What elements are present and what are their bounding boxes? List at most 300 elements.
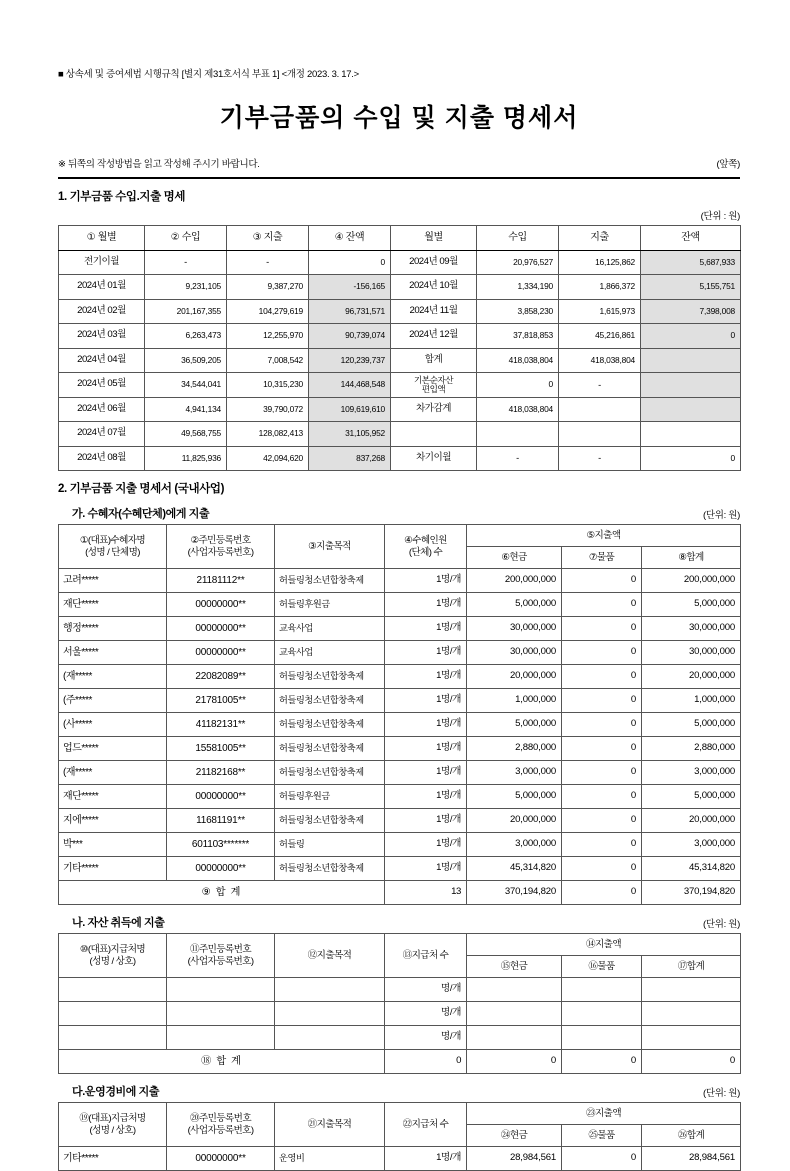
cell-goods: 0 [562, 737, 642, 761]
cell-purpose: 허들링청소년합창축제 [275, 689, 385, 713]
cell-count: 1명/개 [385, 761, 467, 785]
row-expense-right: 1,615,973 [559, 299, 641, 324]
table-row [59, 422, 741, 447]
cell-total: 20,000,000 [642, 665, 741, 689]
row-balance-right: 0 [641, 446, 741, 471]
cell-purpose [275, 978, 385, 1002]
cell-total: 3,000,000 [642, 761, 741, 785]
cell-cash: 5,000,000 [467, 785, 562, 809]
row-income-left: 36,509,205 [145, 348, 227, 373]
section2-na-unit: (단위: 원) [702, 919, 740, 930]
cell-count: 1명/개 [385, 641, 467, 665]
table-row [59, 857, 741, 881]
row-balance-right [641, 348, 741, 373]
section2-ga-head [58, 505, 740, 521]
page-side-label: (앞쪽) [716, 159, 740, 170]
cell-count: 1명/개 [385, 569, 467, 593]
col-goods: ⑦물품 [562, 547, 642, 569]
row-expense-left: 7,008,542 [227, 348, 309, 373]
col-expense-right: 지출 [559, 226, 641, 251]
section2-na-head [58, 914, 740, 930]
cell-cash: 20,000,000 [467, 809, 562, 833]
cell-name: 서울***** [59, 641, 167, 665]
row-income-right: 418,038,804 [477, 397, 559, 422]
cell-cash: 2,880,000 [467, 737, 562, 761]
cell-rrn: 22082089** [167, 665, 275, 689]
cell-cash [467, 1026, 562, 1050]
row-balance-right [641, 397, 741, 422]
table-row [59, 713, 741, 737]
cell-name: 재단***** [59, 785, 167, 809]
cell-total: 28,984,561 [642, 1147, 741, 1171]
row-expense-right: - [559, 373, 641, 398]
section2-na-title: 나. 자산 취득에 지출 [72, 917, 165, 929]
row-month-left: 2024년 01월 [59, 275, 145, 300]
table-row [59, 785, 741, 809]
table-row [59, 569, 741, 593]
cell-name: 업드***** [59, 737, 167, 761]
col-count [385, 525, 467, 569]
section2-da-unit: (단위: 원) [702, 1088, 740, 1099]
cell-goods: 0 [562, 785, 642, 809]
row-balance-right [641, 373, 741, 398]
row-balance-left: 120,239,737 [309, 348, 391, 373]
cell-purpose [275, 1026, 385, 1050]
cell-name: 기타***** [59, 857, 167, 881]
col-goods: ⑯물품 [562, 956, 642, 978]
cell-rrn: 11681191** [167, 809, 275, 833]
row-balance-right [641, 422, 741, 447]
row-month-right [391, 422, 477, 447]
col-payee-name-l2: (성명 / 상호) [89, 1124, 136, 1136]
col-purpose: ⑫지출목적 [275, 934, 385, 978]
row-income-left: 4,941,134 [145, 397, 227, 422]
row-month-right: 2024년 12월 [391, 324, 477, 349]
row-month-right: 합계 [391, 348, 477, 373]
cell-count: 1명/개 [385, 809, 467, 833]
cell-cash: 30,000,000 [467, 641, 562, 665]
cell-name [59, 1026, 167, 1050]
cell-rrn: 21181112** [167, 569, 275, 593]
col-month-left: ① 월별 [59, 226, 145, 251]
cell-name: 지에***** [59, 809, 167, 833]
col-rrn [167, 934, 275, 978]
table-total-row [59, 881, 741, 905]
row-month-left: 2024년 08월 [59, 446, 145, 471]
col-amount-group: ⑭지출액 [467, 934, 741, 956]
table-total-row [59, 1050, 741, 1074]
cell-cash: 45,314,820 [467, 857, 562, 881]
col-payee-name [59, 1103, 167, 1147]
total-count: 0 [385, 1050, 467, 1074]
col-count-l2: (단체) 수 [408, 546, 443, 558]
cell-goods: 0 [562, 833, 642, 857]
row-balance-left: 31,105,952 [309, 422, 391, 447]
col-beneficiary-name [59, 525, 167, 569]
section1-title: 1. 기부금품 수입.지출 명세 [58, 191, 186, 203]
row-income-left: 9,231,105 [145, 275, 227, 300]
row-month-right: 차기이월 [391, 446, 477, 471]
table-row [59, 1026, 741, 1050]
cell-goods [562, 1026, 642, 1050]
cell-purpose: 허들링후원금 [275, 593, 385, 617]
col-rrn-l1: ②주민등록번호 [190, 535, 251, 547]
cell-count: 1명/개 [385, 833, 467, 857]
cell-rrn [167, 1026, 275, 1050]
total-total: 370,194,820 [642, 881, 741, 905]
cell-goods: 0 [562, 713, 642, 737]
section2-title: 2. 기부금품 지출 명세서 (국내사업) [58, 483, 225, 495]
table-row [59, 833, 741, 857]
cell-total: 45,314,820 [642, 857, 741, 881]
cell-count: 1명/개 [385, 665, 467, 689]
col-income-left: ② 수입 [145, 226, 227, 251]
table-header-row [59, 934, 741, 956]
col-amount-group: ㉓지출액 [467, 1103, 741, 1125]
row-expense-right [559, 422, 641, 447]
cell-name [59, 1002, 167, 1026]
col-rrn [167, 1103, 275, 1147]
cell-name: 행정***** [59, 617, 167, 641]
cell-total: 5,000,000 [642, 593, 741, 617]
table-row [59, 299, 741, 324]
table-row [59, 978, 741, 1002]
cell-purpose: 교육사업 [275, 617, 385, 641]
cell-total: 3,000,000 [642, 833, 741, 857]
cell-total [642, 978, 741, 1002]
cell-count: 1명/개 [385, 857, 467, 881]
row-income-right: 418,038,804 [477, 348, 559, 373]
row-balance-left: 96,731,571 [309, 299, 391, 324]
cell-name: (재***** [59, 761, 167, 785]
row-income-left: - [145, 250, 227, 275]
cell-total: 30,000,000 [642, 617, 741, 641]
cell-purpose: 허들링후원금 [275, 785, 385, 809]
col-rrn-l2: (사업자등록번호) [187, 546, 254, 558]
section2-da-head [58, 1083, 740, 1099]
cell-rrn [167, 1002, 275, 1026]
table-row [59, 1002, 741, 1026]
beneficiary-expense-table [58, 524, 741, 905]
cell-goods: 0 [562, 641, 642, 665]
table-row [59, 250, 741, 275]
row-balance-right: 7,398,008 [641, 299, 741, 324]
col-beneficiary-name-l2: (성명 / 단체명) [85, 546, 140, 558]
col-cash: ㉔현금 [467, 1125, 562, 1147]
cell-goods: 0 [562, 689, 642, 713]
section2-ga-unit: (단위: 원) [702, 510, 740, 521]
col-purpose: ③지출목적 [275, 525, 385, 569]
row-month-right: 2024년 09월 [391, 250, 477, 275]
table-row [59, 446, 741, 471]
income-expense-table [58, 225, 741, 471]
cell-total: 1,000,000 [642, 689, 741, 713]
col-payee-name-l2: (성명 / 상호) [89, 955, 136, 967]
table-row [59, 665, 741, 689]
asset-acquisition-table [58, 933, 741, 1074]
cell-purpose: 허들링청소년합창축제 [275, 713, 385, 737]
beneficiary-rows [59, 569, 741, 905]
cell-rrn: 41182131** [167, 713, 275, 737]
table-row [59, 397, 741, 422]
row-expense-left: 12,255,970 [227, 324, 309, 349]
cell-purpose: 허들링 [275, 833, 385, 857]
cell-count: 명/개 [385, 1002, 467, 1026]
cell-rrn: 00000000** [167, 641, 275, 665]
cell-total: 5,000,000 [642, 713, 741, 737]
col-rrn [167, 525, 275, 569]
cell-total: 200,000,000 [642, 569, 741, 593]
total-count: 13 [385, 881, 467, 905]
total-cash: 0 [467, 1050, 562, 1074]
row-expense-left: 104,279,619 [227, 299, 309, 324]
cell-purpose [275, 1002, 385, 1026]
income-expense-rows [59, 250, 741, 471]
row-balance-left: 837,268 [309, 446, 391, 471]
cell-purpose: 허들링청소년합창축제 [275, 761, 385, 785]
cell-name: (주***** [59, 689, 167, 713]
cell-count: 1명/개 [385, 617, 467, 641]
col-payee-name-l1: ⑲(대표)지급처명 [79, 1113, 146, 1125]
row-income-right: 3,858,230 [477, 299, 559, 324]
section2-ga-title: 가. 수혜자(수혜단체)에게 지출 [72, 508, 210, 520]
col-goods: ㉕물품 [562, 1125, 642, 1147]
cell-count: 1명/개 [385, 689, 467, 713]
row-month-right: 2024년 10월 [391, 275, 477, 300]
row-balance-left: 144,468,548 [309, 373, 391, 398]
cell-name: (사***** [59, 713, 167, 737]
row-expense-right: - [559, 446, 641, 471]
cell-cash: 3,000,000 [467, 833, 562, 857]
row-expense-left: 42,094,620 [227, 446, 309, 471]
cell-count: 명/개 [385, 978, 467, 1002]
cell-total: 30,000,000 [642, 641, 741, 665]
cell-purpose: 허들링청소년합창축제 [275, 857, 385, 881]
asset-rows [59, 978, 741, 1074]
cell-cash [467, 1002, 562, 1026]
cell-rrn: 00000000** [167, 785, 275, 809]
table-row [59, 737, 741, 761]
cell-name: 고려***** [59, 569, 167, 593]
total-label: ⑱ 합 계 [59, 1050, 385, 1074]
row-month-left: 2024년 07월 [59, 422, 145, 447]
cell-rrn: 601103******* [167, 833, 275, 857]
col-rrn-l2: (사업자등록번호) [187, 955, 254, 967]
cell-rrn: 00000000** [167, 617, 275, 641]
cell-name [59, 978, 167, 1002]
cell-goods [562, 1002, 642, 1026]
cell-cash: 1,000,000 [467, 689, 562, 713]
row-income-right: 37,818,853 [477, 324, 559, 349]
row-income-left: 34,544,041 [145, 373, 227, 398]
cell-rrn: 21182168** [167, 761, 275, 785]
table-header-row [59, 1103, 741, 1125]
cell-cash: 200,000,000 [467, 569, 562, 593]
col-payee-name-l1: ⑩(대표)지급처명 [79, 944, 146, 956]
col-balance-right: 잔액 [641, 226, 741, 251]
row-income-left: 49,568,755 [145, 422, 227, 447]
col-payee-name [59, 934, 167, 978]
cell-purpose: 운영비 [275, 1147, 385, 1171]
cell-name: 박*** [59, 833, 167, 857]
header-divider [58, 177, 740, 179]
row-income-left: 11,825,936 [145, 446, 227, 471]
total-cash: 370,194,820 [467, 881, 562, 905]
col-count-l1: ④수혜인원 [404, 535, 447, 547]
col-rrn-l1: ⑳주민등록번호 [190, 1113, 251, 1125]
cell-purpose: 허들링청소년합창축제 [275, 569, 385, 593]
col-income-right: 수입 [477, 226, 559, 251]
row-month-left: 2024년 04월 [59, 348, 145, 373]
cell-goods: 0 [562, 593, 642, 617]
cell-cash: 28,984,561 [467, 1147, 562, 1171]
cell-name: 재단***** [59, 593, 167, 617]
row-income-left: 6,263,473 [145, 324, 227, 349]
cell-total [642, 1002, 741, 1026]
table-row [59, 689, 741, 713]
row-income-right [477, 422, 559, 447]
row-month-left: 2024년 06월 [59, 397, 145, 422]
cell-count: 1명/개 [385, 713, 467, 737]
table-row [59, 761, 741, 785]
cell-total [642, 1026, 741, 1050]
row-expense-right: 418,038,804 [559, 348, 641, 373]
cell-cash: 20,000,000 [467, 665, 562, 689]
col-total: ⑰합계 [642, 956, 741, 978]
col-expense-left: ③ 지출 [227, 226, 309, 251]
operating-expense-table [58, 1102, 741, 1171]
col-purpose: ㉑지출목적 [275, 1103, 385, 1147]
row-income-right: 20,976,527 [477, 250, 559, 275]
cell-total: 5,000,000 [642, 785, 741, 809]
row-income-right: - [477, 446, 559, 471]
table-row [59, 809, 741, 833]
cell-total: 20,000,000 [642, 809, 741, 833]
cell-cash: 5,000,000 [467, 593, 562, 617]
cell-goods: 0 [562, 569, 642, 593]
cell-goods: 0 [562, 761, 642, 785]
table-row [59, 348, 741, 373]
row-expense-left: 9,387,270 [227, 275, 309, 300]
col-cash: ⑮현금 [467, 956, 562, 978]
row-balance-left: 109,619,610 [309, 397, 391, 422]
notice-text: ※ 뒤쪽의 작성방법을 읽고 작성해 주시기 바랍니다. [58, 159, 260, 170]
row-expense-left: 39,790,072 [227, 397, 309, 422]
table-row [59, 617, 741, 641]
cell-rrn [167, 978, 275, 1002]
col-beneficiary-name-l1: ①(대표)수혜자명 [79, 535, 146, 547]
cell-goods: 0 [562, 617, 642, 641]
cell-count: 명/개 [385, 1026, 467, 1050]
cell-rrn: 00000000** [167, 593, 275, 617]
cell-purpose: 허들링청소년합창축제 [275, 737, 385, 761]
table-row [59, 593, 741, 617]
row-month-right: 기본순자산 편입액 [391, 373, 477, 398]
table-row [59, 641, 741, 665]
col-count: ㉒지급처 수 [385, 1103, 467, 1147]
cell-cash [467, 978, 562, 1002]
cell-purpose: 교육사업 [275, 641, 385, 665]
col-month-right: 월별 [391, 226, 477, 251]
row-month-right: 2024년 11월 [391, 299, 477, 324]
row-balance-right: 5,155,751 [641, 275, 741, 300]
col-count: ⑬지급처 수 [385, 934, 467, 978]
cell-cash: 5,000,000 [467, 713, 562, 737]
row-balance-right: 0 [641, 324, 741, 349]
row-month-left: 2024년 05월 [59, 373, 145, 398]
total-total: 0 [642, 1050, 741, 1074]
row-balance-left: 90,739,074 [309, 324, 391, 349]
cell-total: 2,880,000 [642, 737, 741, 761]
row-expense-left: - [227, 250, 309, 275]
col-cash: ⑥현금 [467, 547, 562, 569]
row-month-left: 전기이월 [59, 250, 145, 275]
cell-goods: 0 [562, 857, 642, 881]
row-expense-right: 1,866,372 [559, 275, 641, 300]
row-expense-left: 128,082,413 [227, 422, 309, 447]
row-expense-right: 45,216,861 [559, 324, 641, 349]
total-goods: 0 [562, 881, 642, 905]
table-header-row [59, 226, 741, 251]
section1-unit: (단위 : 원) [700, 211, 740, 222]
total-label: ⑨ 합 계 [59, 881, 385, 905]
col-rrn-l1: ⑪주민등록번호 [190, 944, 251, 956]
cell-count: 1명/개 [385, 1147, 467, 1171]
row-balance-right: 5,687,933 [641, 250, 741, 275]
col-balance-left: ④ 잔액 [309, 226, 391, 251]
cell-rrn: 21781005** [167, 689, 275, 713]
table-row [59, 275, 741, 300]
cell-rrn: 00000000** [167, 1147, 275, 1171]
cell-purpose: 허들링청소년합창축제 [275, 665, 385, 689]
form-reference: ■ 상속세 및 증여세법 시행규칙 [별지 제31호서식 부표 1] <개정 2023. 3. 17.> [58, 69, 359, 80]
table-row [59, 324, 741, 349]
total-goods: 0 [562, 1050, 642, 1074]
table-row [59, 1147, 741, 1171]
col-rrn-l2: (사업자등록번호) [187, 1124, 254, 1136]
row-balance-left: 0 [309, 250, 391, 275]
row-income-right: 1,334,190 [477, 275, 559, 300]
cell-purpose: 허들링청소년합창축제 [275, 809, 385, 833]
row-expense-right [559, 397, 641, 422]
cell-count: 1명/개 [385, 785, 467, 809]
cell-goods: 0 [562, 665, 642, 689]
row-month-right: 차가감계 [391, 397, 477, 422]
row-balance-left: -156,165 [309, 275, 391, 300]
row-month-left: 2024년 03월 [59, 324, 145, 349]
col-total: ⑧합계 [642, 547, 741, 569]
cell-rrn: 15581005** [167, 737, 275, 761]
cell-cash: 30,000,000 [467, 617, 562, 641]
cell-goods [562, 978, 642, 1002]
row-month-left: 2024년 02월 [59, 299, 145, 324]
cell-goods: 0 [562, 1147, 642, 1171]
row-expense-left: 10,315,230 [227, 373, 309, 398]
col-amount-group: ⑤지출액 [467, 525, 741, 547]
table-row [59, 373, 741, 398]
section2-da-title: 다.운영경비에 지출 [72, 1086, 160, 1098]
cell-rrn: 00000000** [167, 857, 275, 881]
page-title: 기부금품의 수입 및 지출 명세서 [219, 104, 579, 132]
cell-count: 1명/개 [385, 593, 467, 617]
cell-name: 기타***** [59, 1147, 167, 1171]
col-total: ㉖합계 [642, 1125, 741, 1147]
notice-row [58, 156, 740, 170]
row-expense-right: 16,125,862 [559, 250, 641, 275]
cell-goods: 0 [562, 809, 642, 833]
row-income-right: 0 [477, 373, 559, 398]
table-header-row [59, 525, 741, 547]
